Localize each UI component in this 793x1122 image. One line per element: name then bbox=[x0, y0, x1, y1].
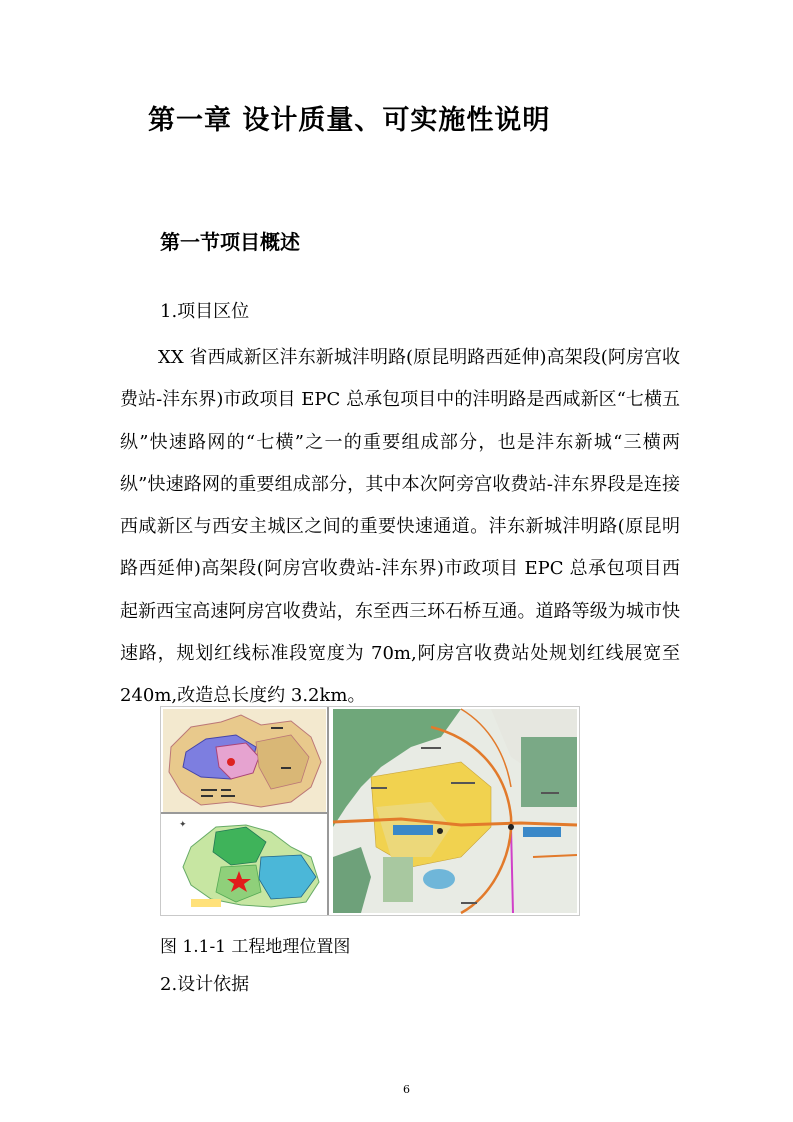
location-map-image bbox=[161, 707, 579, 915]
district-map bbox=[163, 815, 326, 913]
chapter-title: 第一章 设计质量、可实施性说明 bbox=[148, 105, 551, 136]
svg-text:✦: ✦ bbox=[179, 820, 187, 830]
regional-map bbox=[163, 709, 326, 812]
subsection-heading-location: 1.项目区位 bbox=[160, 301, 250, 322]
figure-caption: 图 1.1-1 工程地理位置图 bbox=[160, 937, 351, 957]
location-map-figure bbox=[160, 706, 580, 916]
planning-map bbox=[333, 709, 577, 913]
project-overview-paragraph: XX 省西咸新区沣东新城沣明路(原昆明路西延伸)高架段(阿房宫收费站-沣东界)市政项目 EPC 总承包项目中的沣明路是西咸新区“七横五纵”快速路网的“七横”之一的重要组成部分，也是沣东新城“三横两纵”快速路网的重要组成部分，其中本次阿旁宫收费站-沣东界段是连接西咸新区与西安主城区之间的重要快速通道。沣东新城沣明路(原昆明路西延伸)高架段(阿房宫收费站-沣东界)市政项目 EPC 总承包项目西起新西宝高速阿房宫收费站，东至西三环石桥互通。道路等级为城市快速路，规划红线标准段宽度为 70m,阿房宫收费站处规划红线展宽至 240m,改造总长度约 3.2km。 bbox=[120, 347, 680, 707]
section-title: 第一节项目概述 bbox=[160, 230, 300, 254]
page-number: 6 bbox=[403, 1083, 410, 1096]
subsection-heading-design-basis: 2.设计依据 bbox=[160, 974, 250, 995]
